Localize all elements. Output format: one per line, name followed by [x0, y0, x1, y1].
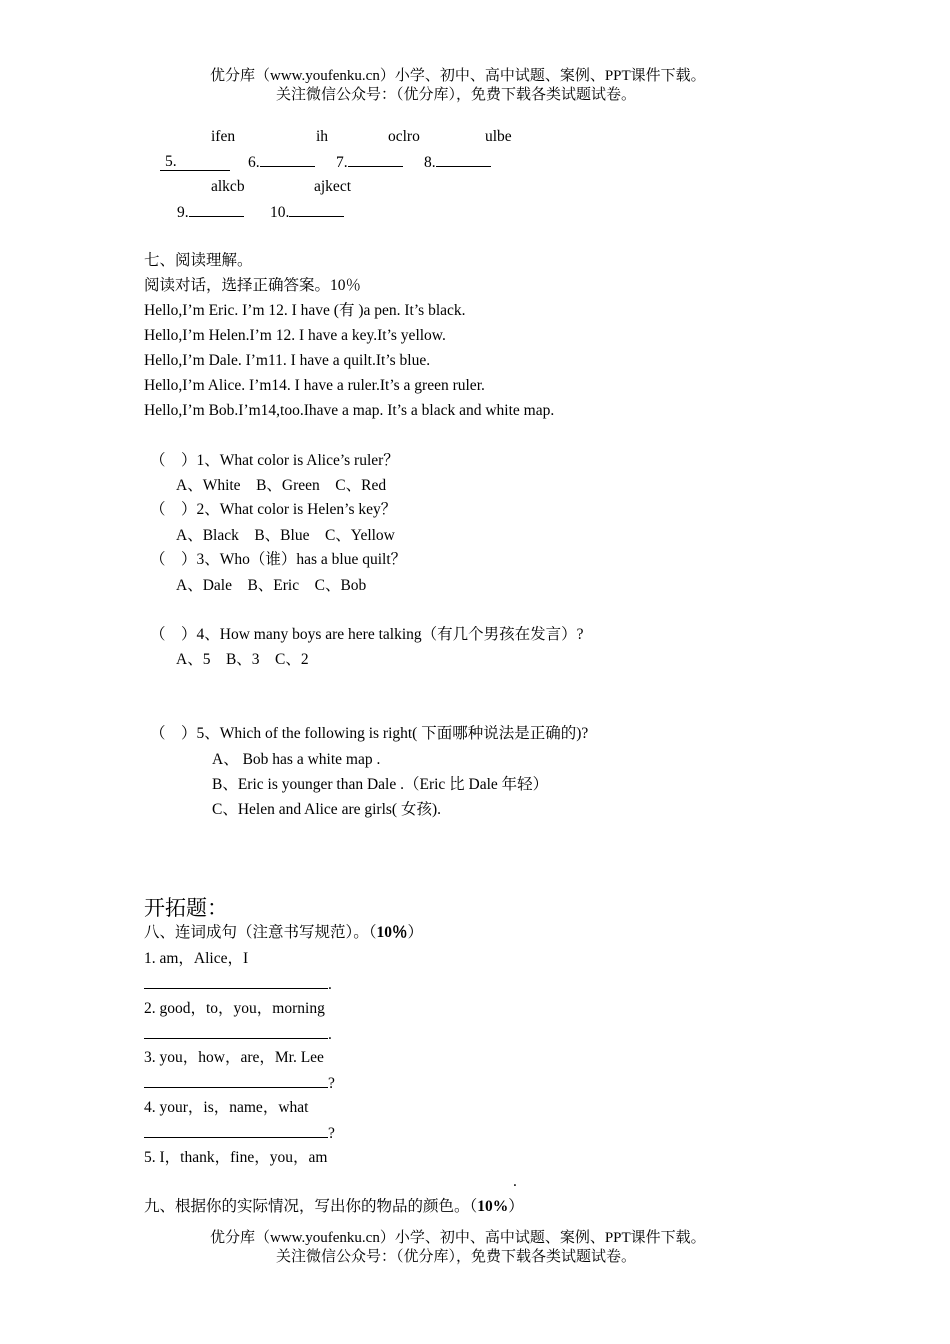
question-5-option-c: C、Helen and Alice are girls( 女孩).: [212, 801, 441, 818]
sentence-end-1: .: [328, 976, 332, 993]
extension-title: 开拓题：: [144, 896, 228, 920]
sentence-end-2: .: [328, 1026, 332, 1043]
section8-score: 10％: [376, 924, 408, 941]
sentence-words-5: 5. I，thank，fine，you，am: [144, 1149, 328, 1166]
section8-title: [144, 923, 423, 943]
sentence-end-4: ?: [328, 1125, 335, 1142]
scramble-word-5: ifen: [211, 128, 236, 145]
header-line-1: 优分库（www.youfenku.cn）小学、初中、高中试题、案例、PPT课件下载。: [210, 68, 706, 84]
answer-blank-7[interactable]: [336, 152, 403, 173]
scramble-word-10: ajkect: [314, 178, 352, 195]
sentence-words-4: 4. your，is，name，what: [144, 1099, 309, 1116]
question-1: （ ）1、What color is Alice’s ruler？: [150, 452, 399, 469]
section9-score: 10%: [477, 1198, 509, 1215]
answer-blank-9[interactable]: [177, 202, 244, 223]
passage-line-3: Hello,I’m Dale. I’m11. I have a quilt.It’s blue.: [144, 352, 431, 369]
blank-number-7: 7.: [336, 154, 348, 171]
question-2-options: A、Black B、Blue C、Yellow: [176, 527, 395, 544]
scramble-word-8: ulbe: [485, 128, 512, 145]
answer-blank-10[interactable]: [270, 202, 344, 223]
scramble-word-9: alkcb: [211, 178, 245, 195]
sentence-words-3: 3. you，how，are，Mr. Lee: [144, 1049, 324, 1066]
passage-line-1: Hello,I’m Eric. I’m 12. I have (有 )a pen. It’s black.: [144, 302, 466, 319]
passage-line-4: Hello,I’m Alice. I’m14. I have a ruler.It’s a green ruler.: [144, 377, 485, 394]
blank-number-8: 8.: [424, 154, 436, 171]
blank-number-10: 10.: [270, 204, 290, 221]
section8-title-close: ）: [407, 924, 424, 941]
passage-line-5: Hello,I’m Bob.I’m14,too.Ihave a map. It’s a black and white map.: [144, 402, 555, 419]
scramble-word-7: oclro: [388, 128, 420, 145]
sentence-answer-2[interactable]: [144, 1024, 332, 1045]
question-5: （ ）5、Which of the following is right( 下面哪种说法是正确的)?: [150, 725, 589, 742]
question-4: （ ）4、How many boys are here talking（有几个男孩在发言）?: [150, 626, 584, 643]
answer-blank-8[interactable]: [424, 152, 491, 173]
blank-number-5: 5.: [165, 153, 177, 170]
scramble-word-6: ih: [316, 128, 329, 145]
answer-blank-5[interactable]: [160, 152, 230, 171]
answer-blank-6[interactable]: [248, 152, 315, 173]
question-3-options: A、Dale B、Eric C、Bob: [176, 577, 367, 594]
section9-title: [144, 1197, 524, 1217]
sentence-answer-3[interactable]: [144, 1073, 335, 1094]
question-1-options: A、White B、Green C、Red: [176, 477, 387, 494]
sentence-end-3: ?: [328, 1075, 335, 1092]
section7-title: 七、阅读理解。: [144, 252, 253, 269]
sentence-words-1: 1. am，Alice，I: [144, 950, 249, 967]
passage-line-2: Hello,I’m Helen.I’m 12. I have a key.It’s yellow.: [144, 327, 446, 344]
question-4-options: A、5 B、3 C、2: [176, 651, 309, 668]
section8-title-text: 八、连词成句（注意书写规范）。（: [144, 924, 377, 941]
question-2: （ ）2、What color is Helen’s key？: [150, 501, 397, 518]
question-5-option-b: B、Eric is younger than Dale .（Eric 比 Dale 年轻）: [212, 776, 549, 793]
header-line-2: 关注微信公众号：（优分库），免费下载各类试题试卷。: [276, 87, 637, 103]
sentence-words-2: 2. good，to，you，morning: [144, 1000, 325, 1017]
sentence-answer-1[interactable]: [144, 974, 332, 995]
footer-line-1: 优分库（www.youfenku.cn）小学、初中、高中试题、案例、PPT课件下载。: [210, 1230, 706, 1246]
section9-title-close: ）: [508, 1198, 524, 1215]
section7-instruction: 阅读对话，选择正确答案。10％: [144, 277, 362, 294]
section9-title-text: 九、根据你的实际情况，写出你的物品的颜色。（: [144, 1198, 478, 1215]
footer-line-2: 关注微信公众号：（优分库），免费下载各类试题试卷。: [276, 1249, 637, 1265]
sentence-end-5: .: [513, 1173, 517, 1190]
question-3: （ ）3、Who（谁）has a blue quilt？: [150, 551, 407, 568]
blank-number-9: 9.: [177, 204, 189, 221]
blank-number-6: 6.: [248, 154, 260, 171]
question-5-option-a: A、 Bob has a white map .: [212, 751, 381, 768]
sentence-answer-4[interactable]: [144, 1123, 335, 1144]
